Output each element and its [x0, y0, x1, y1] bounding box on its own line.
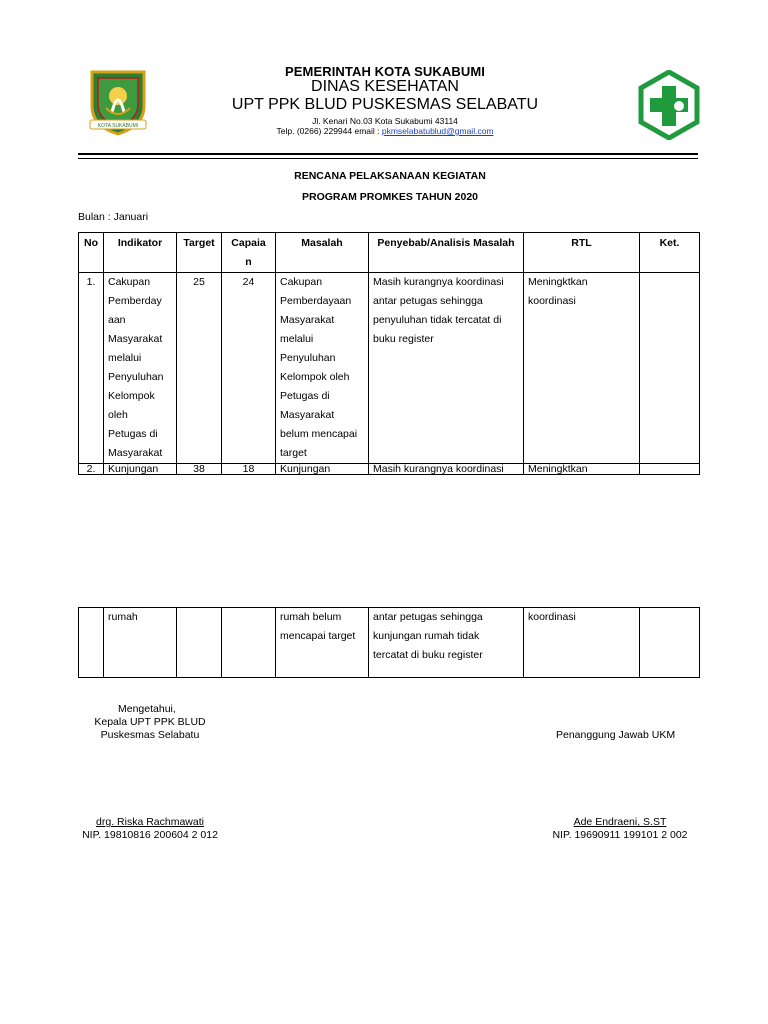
- sign-left-title2: Puskesmas Selabatu: [100, 729, 200, 741]
- row1-indikator-line: melalui: [108, 352, 142, 364]
- row1-penyebab-line: penyuluhan tidak tercatat di: [373, 314, 502, 326]
- row2-cont-penyebab: [369, 608, 524, 678]
- header-divider-thick: [78, 153, 698, 155]
- row1-masalah: [276, 273, 369, 464]
- month-label: Bulan : Januari: [78, 211, 149, 223]
- document-subtitle: PROGRAM PROMKES TAHUN 2020: [302, 191, 478, 203]
- sign-right-name: Ade Endraeni, S.ST: [573, 816, 667, 828]
- row1-masalah-line: Penyuluhan: [280, 352, 336, 364]
- row2-cont-masalah: [276, 608, 369, 678]
- table-row: [79, 273, 700, 464]
- row2-rtl: Meningktkan: [524, 464, 640, 475]
- puskesmas-logo: [638, 70, 700, 140]
- row1-indikator-line: aan: [108, 314, 126, 326]
- row1-rtl-line: Meningktkan: [528, 276, 588, 288]
- sign-right-title: Penanggung Jawab UKM: [556, 729, 676, 741]
- header-agency: DINAS KESEHATAN: [311, 78, 459, 95]
- header-capaian: [222, 233, 276, 273]
- activity-plan-table: [78, 232, 700, 475]
- header-contact: [200, 126, 570, 136]
- row2-cont-penyebab-line: antar petugas sehingga: [373, 611, 483, 623]
- row1-no: 1.: [79, 273, 104, 464]
- row2-cont-penyebab-line: kunjungan rumah tidak: [373, 630, 480, 642]
- row1-indikator-line: Cakupan: [108, 276, 151, 288]
- header-divider-thin: [78, 158, 698, 159]
- header-indikator: Indikator: [104, 233, 177, 273]
- header-no: No: [79, 233, 104, 273]
- sign-left-name: drg. Riska Rachmawati: [96, 816, 204, 828]
- row1-penyebab-line: buku register: [373, 333, 434, 345]
- row2-cont-masalah-line: rumah belum: [280, 611, 342, 623]
- header-ket: Ket.: [640, 233, 700, 273]
- email-link[interactable]: pkmselabatublud@gmail.com: [381, 126, 494, 136]
- row2-capaian: 18: [222, 464, 276, 475]
- row1-target: 25: [177, 273, 222, 464]
- sign-left-nip: NIP. 19810816 200604 2 012: [82, 829, 218, 841]
- header-rtl: RTL: [524, 233, 640, 273]
- row2-cont-indikator: rumah: [104, 608, 177, 678]
- row2-target: 38: [177, 464, 222, 475]
- row2-penyebab: Masih kurangnya koordinasi: [369, 464, 524, 475]
- row1-masalah-line: Masyarakat: [280, 409, 335, 421]
- row2-cont-no: [79, 608, 104, 678]
- row2-cont-capaian: [222, 608, 276, 678]
- row1-indikator-line: Penyuluhan: [108, 371, 164, 383]
- row1-indikator-line: Kelompok: [108, 390, 155, 402]
- row1-capaian: 24: [222, 273, 276, 464]
- row1-masalah-line: Cakupan: [280, 276, 323, 288]
- row1-masalah-line: melalui: [280, 333, 314, 345]
- row1-ket: [640, 273, 700, 464]
- row2-cont-rtl: koordinasi: [524, 608, 640, 678]
- row2-masalah: Kunjungan: [276, 464, 369, 475]
- city-emblem-logo: [86, 68, 150, 136]
- row1-masalah-line: Pemberdayaan: [280, 295, 352, 307]
- row1-penyebab-line: Masih kurangnya koordinasi: [373, 276, 504, 288]
- row1-masalah-line: belum mencapai: [280, 428, 358, 440]
- row1-indikator-line: Pemberday: [108, 295, 162, 307]
- sign-right-nip: NIP. 19690911 199101 2 002: [552, 829, 688, 841]
- row1-indikator-line: Petugas di: [108, 428, 158, 440]
- row2-no: 2.: [79, 464, 104, 475]
- row2-indikator: Kunjungan: [104, 464, 177, 475]
- header-government: PEMERINTAH KOTA SUKABUMI: [284, 64, 486, 79]
- header-institution: UPT PPK BLUD PUSKESMAS SELABATU: [231, 96, 539, 113]
- row1-rtl: [524, 273, 640, 464]
- row1-penyebab: [369, 273, 524, 464]
- header-masalah: Masalah: [276, 233, 369, 273]
- header-address: Jl. Kenari No.03 Kota Sukabumi 43114: [312, 116, 458, 126]
- row1-penyebab-line: antar petugas sehingga: [373, 295, 483, 307]
- sign-left-mengetahui: Mengetahui,: [118, 703, 176, 715]
- header-telp: Telp. (0266) 229944 email :: [276, 126, 382, 136]
- row1-masalah-line: target: [280, 447, 307, 459]
- document-title: RENCANA PELAKSANAAN KEGIATAN: [294, 170, 486, 182]
- activity-plan-table-continued: [78, 607, 700, 678]
- row1-masalah-line: Kelompok oleh: [280, 371, 350, 383]
- row2-cont-penyebab-line: tercatat di buku register: [373, 649, 483, 661]
- row1-indikator: [104, 273, 177, 464]
- table-header-row: [79, 233, 700, 273]
- row1-masalah-line: Masyarakat: [280, 314, 335, 326]
- table-row: [79, 464, 700, 475]
- row2-cont-masalah-line: mencapai target: [280, 630, 356, 642]
- sign-left-title1: Kepala UPT PPK BLUD: [94, 716, 206, 728]
- row2-ket: [640, 464, 700, 475]
- header-capaian-line1: Capaia: [231, 237, 266, 249]
- row1-indikator-line: oleh: [108, 409, 128, 421]
- row2-cont-ket: [640, 608, 700, 678]
- row2-cont-target: [177, 608, 222, 678]
- header-capaian-line2: n: [245, 256, 252, 268]
- header-penyebab: Penyebab/Analisis Masalah: [369, 233, 524, 273]
- table-row: [79, 608, 700, 678]
- header-target: Target: [177, 233, 222, 273]
- row1-rtl-line: koordinasi: [528, 295, 576, 307]
- row1-masalah-line: Petugas di: [280, 390, 330, 402]
- row1-indikator-line: Masyarakat: [108, 333, 163, 345]
- emblem-ribbon-text: KOTA SUKABUMI: [97, 123, 139, 129]
- row1-indikator-line: Masyarakat: [108, 447, 163, 459]
